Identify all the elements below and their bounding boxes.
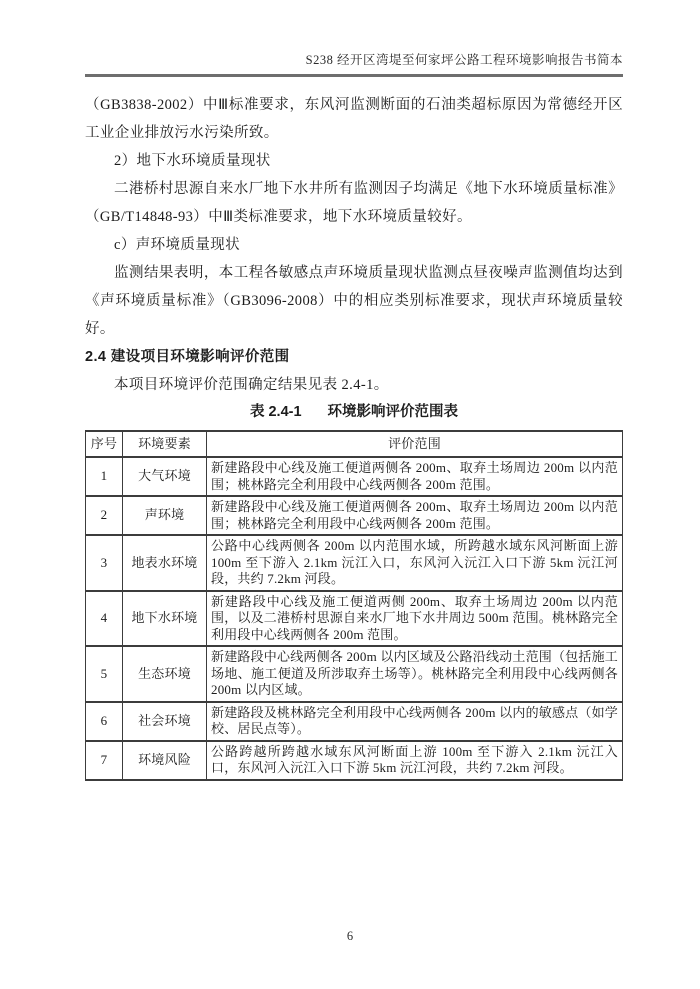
evaluation-scope-table (85, 430, 623, 781)
page-number: 6 (346, 929, 354, 943)
row-factor: 生态环境 (123, 646, 207, 702)
row-factor: 地表水环境 (123, 535, 207, 591)
table-caption-title: 环境影响评价范围表 (327, 404, 459, 420)
paragraph: 2）地下水环境质量现状 (114, 153, 271, 169)
table-row (86, 702, 623, 741)
table-row (86, 646, 623, 702)
table-caption-label: 表 2.4-1 (249, 404, 302, 420)
paragraph: （GB3838-2002）中Ⅲ标准要求，东风河监测断面的石油类超标原因为常德经开区工业企业排放污水污染所致。 (85, 97, 623, 141)
paragraph: 监测结果表明，本工程各敏感点声环境质量现状监测点昼夜噪声监测值均达到《声环境质量标准》（GB3096-2008）中的相应类别标准要求，现状声环境质量较好。 (85, 265, 623, 337)
row-scope: 新建路段中心线及施工便道两侧 200m、取弃土场周边 200m 以内范围，以及二港桥村思源自来水厂地下水井周边 500m 范围。桃林路完全利用段中心线两侧各 200m 范围。 (207, 591, 623, 647)
running-header: S238 经开区湾堤至何家坪公路工程环境影响报告书简本 (305, 53, 623, 67)
table-row (86, 535, 623, 591)
row-no: 7 (86, 741, 123, 780)
column-header-no: 序号 (86, 431, 123, 457)
column-header-factor: 环境要素 (123, 431, 207, 457)
table-caption (85, 401, 623, 423)
row-factor: 声环境 (123, 496, 207, 535)
body-text (85, 91, 623, 781)
section-heading: 2.4 建设项目环境影响评价范围 (85, 349, 290, 365)
row-factor: 社会环境 (123, 702, 207, 741)
row-no: 6 (86, 702, 123, 741)
row-factor: 地下水环境 (123, 591, 207, 647)
row-no: 5 (86, 646, 123, 702)
table-row (86, 741, 623, 780)
table-row (86, 591, 623, 647)
row-scope: 新建路段中心线及施工便道两侧各 200m、取弃土场周边 200m 以内范围；桃林路完全利用段中心线两侧各 200m 范围。 (207, 496, 623, 535)
row-factor: 环境风险 (123, 741, 207, 780)
row-no: 3 (86, 535, 123, 591)
row-no: 4 (86, 591, 123, 647)
row-scope: 新建路段及桃林路完全利用段中心线两侧各 200m 以内的敏感点（如学校、居民点等）。 (207, 702, 623, 741)
row-scope: 新建路段中心线及施工便道两侧各 200m、取弃土场周边 200m 以内范围；桃林路完全利用段中心线两侧各 200m 范围。 (207, 457, 623, 496)
row-no: 2 (86, 496, 123, 535)
table-row (86, 457, 623, 496)
row-no: 1 (86, 457, 123, 496)
paragraph: 二港桥村思源自来水厂地下水井所有监测因子均满足《地下水环境质量标准》（GB/T14848-93）中Ⅲ类标准要求，地下水环境质量较好。 (85, 181, 623, 225)
header-rule (85, 74, 623, 77)
row-scope: 新建路段中心线两侧各 200m 以内区域及公路沿线动土范围（包括施工场地、施工便道及所涉取弃土场等）。桃林路完全利用段中心线两侧各 200m 以内区域。 (207, 646, 623, 702)
row-scope: 公路跨越所跨越水域东风河断面上游 100m 至下游入 2.1km 沅江入口，东风河入沅江入口下游 5km 沅江河段，共约 7.2km 河段。 (207, 741, 623, 780)
table-header-row (86, 431, 623, 457)
table-row (86, 496, 623, 535)
row-scope: 公路中心线两侧各 200m 以内范围水域，所跨越水域东风河断面上游 100m 至下游入 2.1km 沅江入口，东风河入沅江入口下游 5km 沅江河段，共约 7.2km 河段。 (207, 535, 623, 591)
column-header-scope: 评价范围 (207, 431, 623, 457)
paragraph: c）声环境质量现状 (114, 237, 241, 253)
paragraph: 本项目环境评价范围确定结果见表 2.4-1。 (114, 377, 389, 393)
row-factor: 大气环境 (123, 457, 207, 496)
